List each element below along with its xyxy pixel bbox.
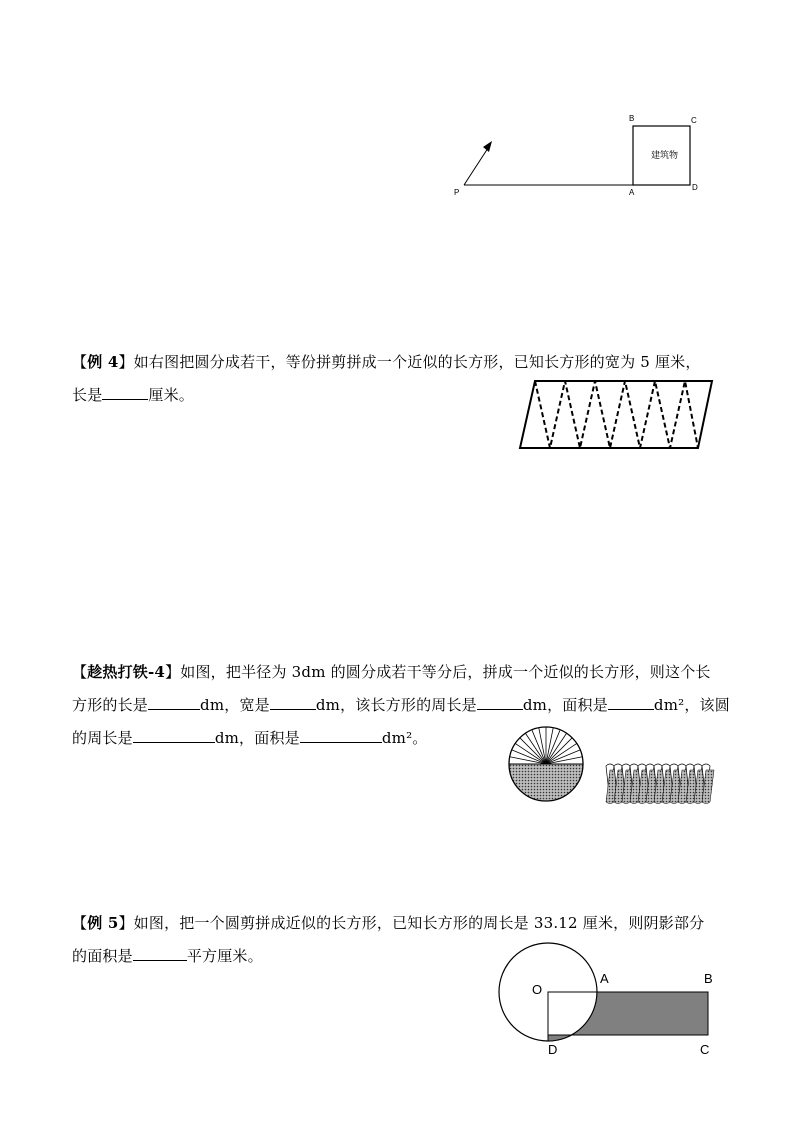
label-c: C <box>700 1042 710 1057</box>
arrow-head <box>483 141 492 152</box>
shaded-region <box>548 992 708 1041</box>
label-b: B <box>629 114 635 123</box>
label-c: C <box>691 116 697 125</box>
example4-text: 【例 4】如右图把圆分成若干，等份拼剪拼成一个近似的长方形，已知长方形的宽为 5 厘米， 长是 厘米。 <box>72 353 701 404</box>
circumference-blank[interactable] <box>133 726 215 743</box>
label-d: D <box>548 1042 558 1057</box>
example5-text: 【例 5】如图，把一个圆剪拼成近似的长方形，已知长方形的周长是 33.12 厘米，则阴影部分 的面积是 平方厘米。 <box>72 914 705 965</box>
circle-area-blank[interactable] <box>300 726 382 743</box>
answer-blank[interactable] <box>102 383 148 400</box>
practice4-tag: 趁热打铁-4 <box>87 663 166 681</box>
sector-circle-figure <box>500 722 720 812</box>
sector-line <box>520 738 546 764</box>
width-blank[interactable] <box>270 693 316 710</box>
perimeter-blank[interactable] <box>477 693 523 710</box>
shaded-area-blank[interactable] <box>133 944 187 961</box>
length-blank[interactable] <box>148 693 200 710</box>
label-d: D <box>692 183 698 192</box>
arrow-line <box>464 145 490 185</box>
sector-line <box>546 738 572 764</box>
sector-circle <box>509 727 583 801</box>
label-b: B <box>704 971 713 986</box>
rearranged-strip <box>606 764 714 804</box>
shaded-half <box>509 764 583 801</box>
building-figure <box>440 105 720 205</box>
example5-tag: 例 5 <box>87 914 119 932</box>
zigzag-dashed <box>535 381 698 448</box>
building-label: 建筑物 <box>651 150 679 160</box>
example4-tag: 例 4 <box>87 353 119 371</box>
practice4-text: 【趁热打铁-4】如图，把半径为 3dm 的圆分成若干等分后，拼成一个近似的长方形，则这个长 方形的长是 dm，宽是 dm，该长方形的周长是 dm，面积是 dm²，该圆 的周长是 dm，面积是 dm²。 <box>72 663 730 747</box>
label-a: A <box>629 188 635 197</box>
label-o: O <box>532 982 543 997</box>
circle-rectangle-figure <box>490 936 730 1066</box>
label-a: A <box>600 971 609 986</box>
area-blank[interactable] <box>608 693 654 710</box>
parallelogram-figure <box>516 376 716 452</box>
label-p: P <box>454 188 460 197</box>
